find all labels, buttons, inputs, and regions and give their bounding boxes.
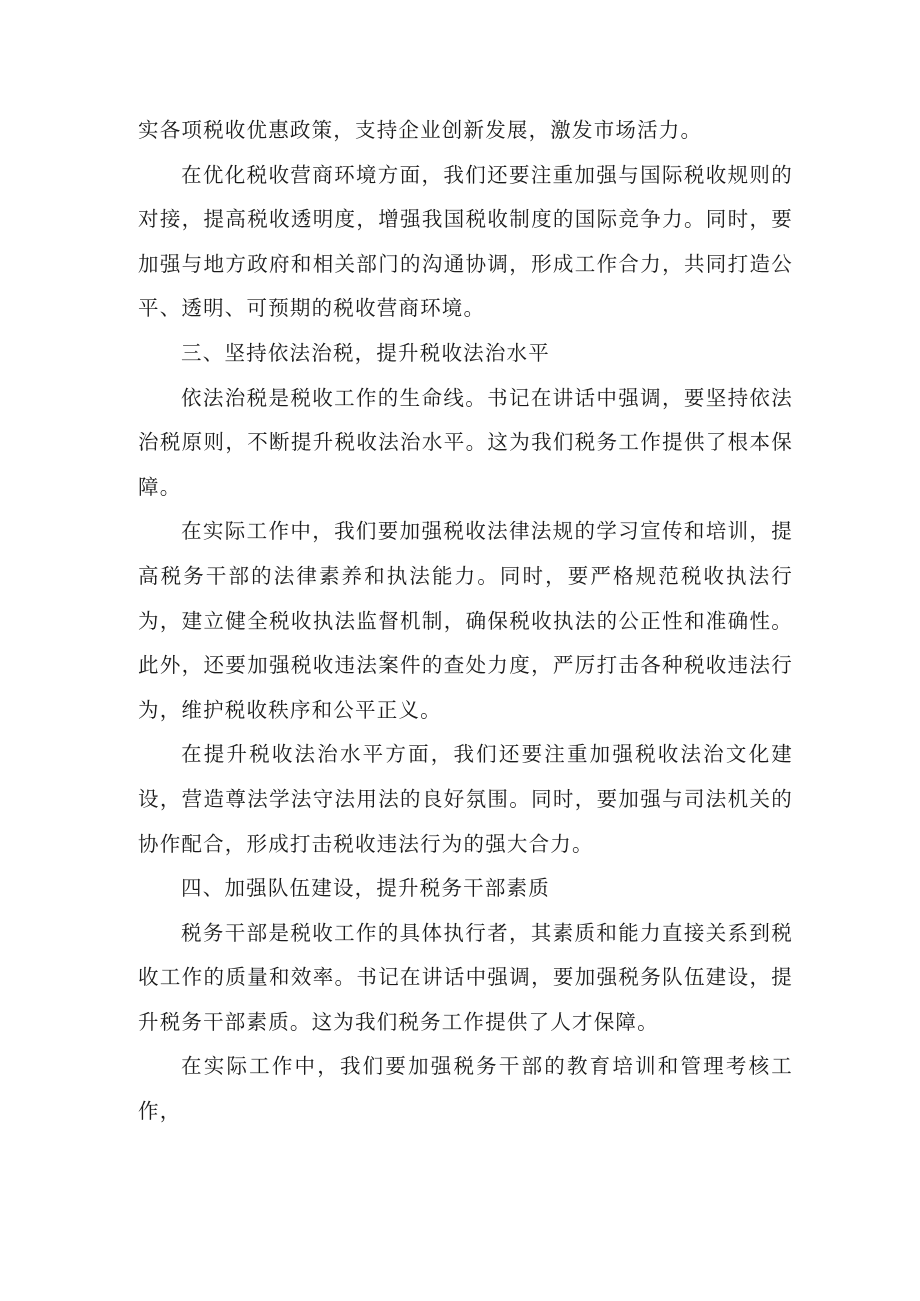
paragraph-rule-of-law-intro: 依法治税是税收工作的生命线。书记在讲话中强调，要坚持依法治税原则，不断提升税收法治水平。这为我们税务工作提供了根本保障。 [138, 385, 793, 499]
section-heading-3: 三、坚持依法治税，提升税收法治水平 [181, 340, 550, 365]
paragraph-rule-of-law-practice: 在实际工作中，我们要加强税收法律法规的学习宣传和培训，提高税务干部的法律素养和执法能力。同时，要严格规范税收执法行为，建立健全税收执法监督机制，确保税收执法的公正性和准确性。此外，还要加强税收违法案件的查处力度，严厉打击各种税收违法行为，维护税收秩序和公平正义。 [138, 519, 793, 722]
paragraph-continuation: 实各项税收优惠政策，支持企业创新发展，激发市场活力。 [138, 118, 703, 142]
paragraph-team-building-practice: 在实际工作中，我们要加强税务干部的教育培训和管理考核工作， [138, 1054, 793, 1124]
document-body [138, 108, 793, 1134]
section-heading-4: 四、加强队伍建设，提升税务干部素质 [181, 876, 550, 901]
paragraph-rule-of-law-culture: 在提升税收法治水平方面，我们还要注重加强税收法治文化建设，营造尊法学法守法用法的良好氛围。同时，要加强与司法机关的协作配合，形成打击税收违法行为的强大合力。 [138, 742, 793, 856]
paragraph-team-building-intro: 税务干部是税收工作的具体执行者，其素质和能力直接关系到税收工作的质量和效率。书记在讲话中强调，要加强税务队伍建设，提升税务干部素质。这为我们税务工作提供了人才保障。 [138, 920, 793, 1034]
paragraph-business-environment: 在优化税收营商环境方面，我们还要注重加强与国际税收规则的对接，提高税收透明度，增强我国税收制度的国际竞争力。同时，要加强与地方政府和相关部门的沟通协调，形成工作合力，共同打造公平、透明、可预期的税收营商环境。 [138, 162, 793, 321]
